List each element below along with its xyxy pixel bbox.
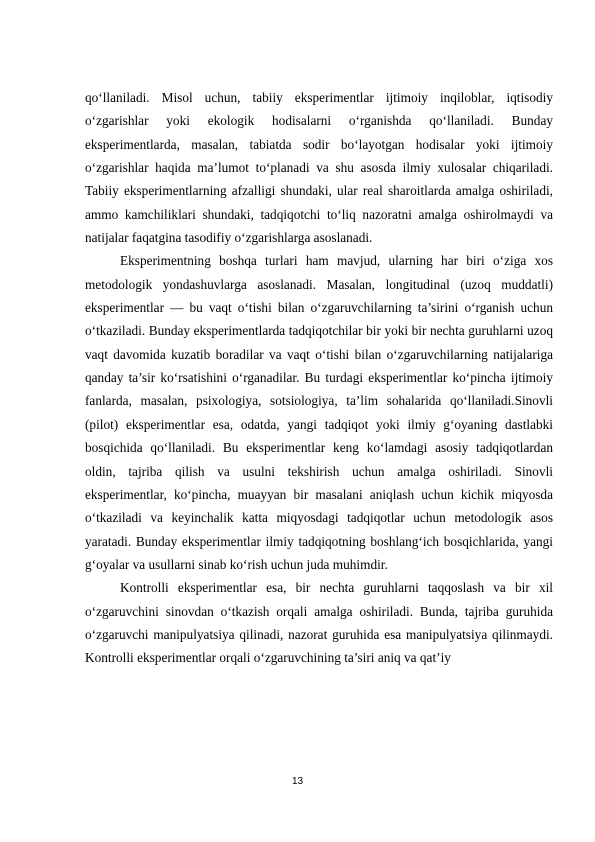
document-body xyxy=(85,86,553,670)
paragraph-1: qo‘llaniladi. Misol uchun, tabiiy eksperimentlar ijtimoiy inqiloblar, iqtisodiy o‘zgarishlar yoki ekologik hodisalarni o‘rganishda qo‘llaniladi. Bunday eksperimentlarda, masalan, tabiatda sodir bo‘layotgan hodisalar yoki ijtimoiy o‘zgarishlar haqida ma’lumot to‘planadi va shu asosda ilmiy xulosalar chiqariladi. Tabiiy eksperimentlarning afzalligi shundaki, ular real sharoitlarda amalga oshiriladi, ammo kamchiliklari shundaki, tadqiqotchi to‘liq nazoratni amalga oshirolmaydi va natijalar faqatgina tasodifiy o‘zgarishlarga asoslanadi. xyxy=(85,90,553,246)
paragraph-3: Kontrolli eksperimentlar esa, bir nechta guruhlarni taqqoslash va bir xil o‘zgaruvchini sinovdan o‘tkazish orqali amalga oshiriladi. Bunda, tajriba guruhida o‘zgaruvchi manipulyatsiya qilinadi, nazorat guruhida esa manipulyatsiya qilinmaydi. Kontrolli eksperimentlar orqali o‘zgaruvchining ta’siri aniq va qat’iy xyxy=(85,580,553,666)
page-number: 13 xyxy=(291,776,304,787)
paragraph-2: Eksperimentning boshqa turlari ham mavjud, ularning har biri o‘ziga xos metodologik yondashuvlarga asoslanadi. Masalan, longitudinal (uzoq muddatli) eksperimentlar — bu vaqt o‘tishi bilan o‘zgaruvchilarning ta’sirini o‘rganish uchun o‘tkaziladi. Bunday eksperimentlarda tadqiqotchilar bir yoki bir nechta guruhlarni uzoq vaqt davomida kuzatib boradilar va vaqt o‘tishi bilan o‘zgaruvchilarning natijalariga qanday ta’sir ko‘rsatishini o‘rganadilar. Bu turdagi eksperimentlar ko‘pincha ijtimoiy fanlarda, masalan, psixologiya, sotsiologiya, ta’lim sohalarida qo‘llaniladi.Sinovli (pilot) eksperimentlar esa, odatda, yangi tadqiqot yoki ilmiy g‘oyaning dastlabki bosqichida qo‘llaniladi. Bu eksperimentlar keng ko‘lamdagi asosiy tadqiqotlardan oldin, tajriba qilish va usulni tekshirish uchun amalga oshiriladi. Sinovli eksperimentlar, ko‘pincha, muayyan bir masalani aniqlash uchun kichik miqyosda o‘tkaziladi va keyinchalik katta miqyosdagi tadqiqotlar uchun metodologik asos yaratadi. Bunday eksperimentlar ilmiy tadqiqotning boshlang‘ich bosqichlarida, yangi g‘oyalar va usullarni sinab ko‘rish uchun juda muhimdir. xyxy=(85,253,553,572)
